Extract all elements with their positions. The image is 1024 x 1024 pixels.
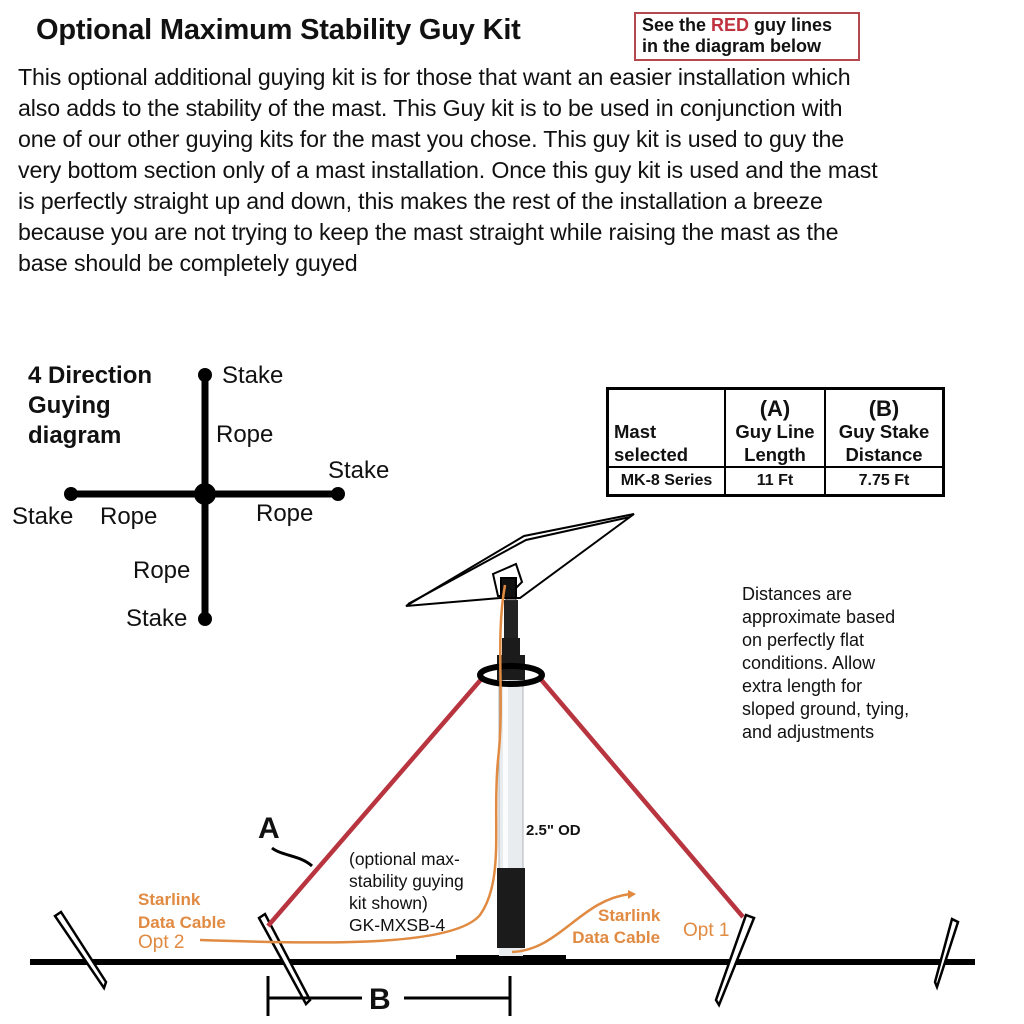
stake-dot-left	[64, 487, 78, 501]
direction-diagram-title: 4 Direction Guying diagram	[28, 362, 153, 449]
intro-line: one of our other guying kits for the mast you chose. This guy kit is used to guy the	[18, 126, 845, 152]
page-title: Optional Maximum Stability Guy Kit	[36, 14, 521, 46]
label-stake-top: Stake	[222, 362, 284, 389]
header-guy-stake-distance: (B) Guy Stake Distance	[825, 389, 944, 468]
stake-dot-right	[331, 487, 345, 501]
starlink-dish	[406, 514, 634, 606]
guy-line-right	[538, 676, 743, 917]
label-stake-right: Stake	[328, 457, 390, 484]
table-header-row	[608, 389, 944, 468]
stake-far-right	[935, 919, 958, 987]
label-rope-left: Rope	[100, 503, 158, 530]
cell-mast: MK-8 Series	[608, 467, 726, 496]
label-a-pointer	[272, 848, 312, 866]
mast-center-dot	[194, 483, 216, 505]
label-rope-top: Rope	[216, 421, 274, 448]
label-stake-left: Stake	[12, 503, 74, 530]
distance-disclaimer: Distances are approximate based on perfectly flat conditions. Allow extra length for sloped ground, tying, and adjustments	[742, 584, 910, 742]
table-row	[608, 467, 944, 496]
label-stake-bottom: Stake	[126, 605, 188, 632]
kit-note: (optional max- stability guying kit shown) GK-MXSB-4	[349, 849, 464, 935]
intro-line: This optional additional guying kit is for those that want an easier installation which	[18, 64, 851, 90]
note-line-2: in the diagram below	[642, 36, 822, 56]
header-guy-line-length: (A) Guy Line Length	[725, 389, 825, 468]
label-rope-right: Rope	[256, 500, 314, 527]
header-mast: Mast selected	[608, 389, 726, 468]
cell-guy-line-length: 11 Ft	[725, 467, 825, 496]
cable-opt2-label: Starlink Data Cable Opt 2	[138, 890, 226, 953]
label-b: B	[369, 983, 391, 1016]
cable-opt1-tag: Opt 1	[683, 920, 730, 941]
intro-line: very bottom section only of a mast installation. Once this guy kit is used and the mast	[18, 157, 878, 183]
mast-base-plate	[456, 955, 566, 962]
stake-dot-top	[198, 368, 212, 382]
mast-od-label: 2.5" OD	[526, 822, 581, 839]
cell-guy-stake-distance: 7.75 Ft	[825, 467, 944, 496]
label-a: A	[258, 812, 280, 845]
intro-line: base should be completely guyed	[18, 250, 358, 276]
mast-bottom-sleeve	[497, 868, 525, 948]
stake-dot-bottom	[198, 612, 212, 626]
spec-table	[606, 387, 945, 497]
cable-opt1-label: Starlink Data Cable	[572, 906, 661, 947]
note-line-1: See the RED guy lines	[642, 15, 833, 35]
label-rope-bottom: Rope	[133, 557, 191, 584]
red-highlight: RED	[711, 15, 750, 35]
mast	[480, 590, 542, 956]
intro-line: is perfectly straight up and down, this makes the rest of the installation a breeze	[18, 188, 823, 214]
intro-line: because you are not trying to keep the mast straight while raising the mast as the	[18, 219, 839, 245]
stake-far-left	[55, 912, 106, 988]
intro-line: also adds to the stability of the mast. This Guy kit is to be used in conjunction with	[18, 95, 843, 121]
